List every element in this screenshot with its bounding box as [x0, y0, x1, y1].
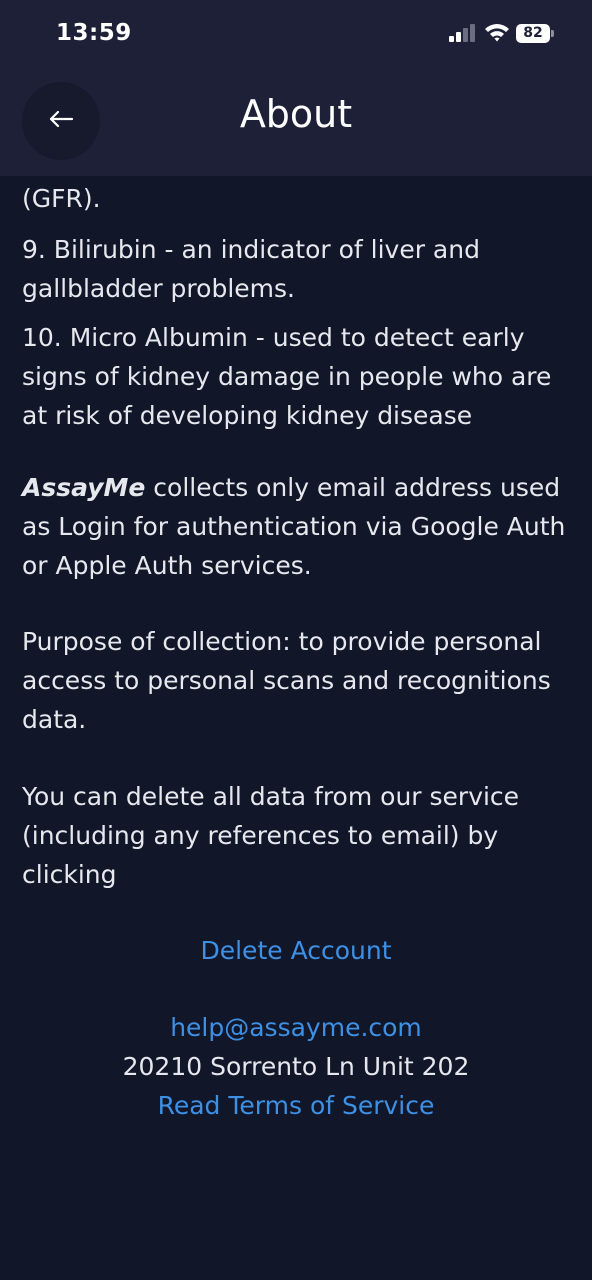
status-time: 13:59 [56, 20, 132, 46]
app-header [0, 0, 592, 176]
collection-text: collects only email address used as Login for authentication via Google Auth or Apple Auth services. [22, 473, 566, 580]
delete-account-link[interactable]: Delete Account [200, 936, 392, 965]
support-email-link[interactable]: help@assayme.com [170, 1013, 422, 1042]
list-item-bilirubin: 9. Bilirubin - an indicator of liver and gallbladder problems. [22, 235, 480, 303]
data-collection-paragraph [22, 468, 570, 585]
terms-of-service-link[interactable]: Read Terms of Service [157, 1091, 435, 1120]
brand-name: AssayMe [22, 473, 146, 502]
list-item-micro-albumin: 10. Micro Albumin - used to detect early signs of kidney damage in people who are at risk of developing kidney disease [22, 323, 552, 430]
battery-icon: 82 [516, 24, 550, 43]
about-content[interactable] [0, 176, 592, 1280]
battery-nub [551, 30, 554, 37]
delete-info-paragraph: You can delete all data from our service (including any references to email) by clicking [22, 782, 520, 889]
status-bar [0, 0, 592, 68]
company-address: 20210 Sorrento Ln Unit 202 [122, 1052, 470, 1081]
partial-top-text: (GFR). [22, 184, 101, 213]
purpose-paragraph: Purpose of collection: to provide personal access to personal scans and recognitions data. [22, 627, 551, 734]
page-title: About [239, 92, 353, 136]
cellular-signal-icon [449, 24, 477, 46]
wifi-icon [484, 22, 510, 46]
